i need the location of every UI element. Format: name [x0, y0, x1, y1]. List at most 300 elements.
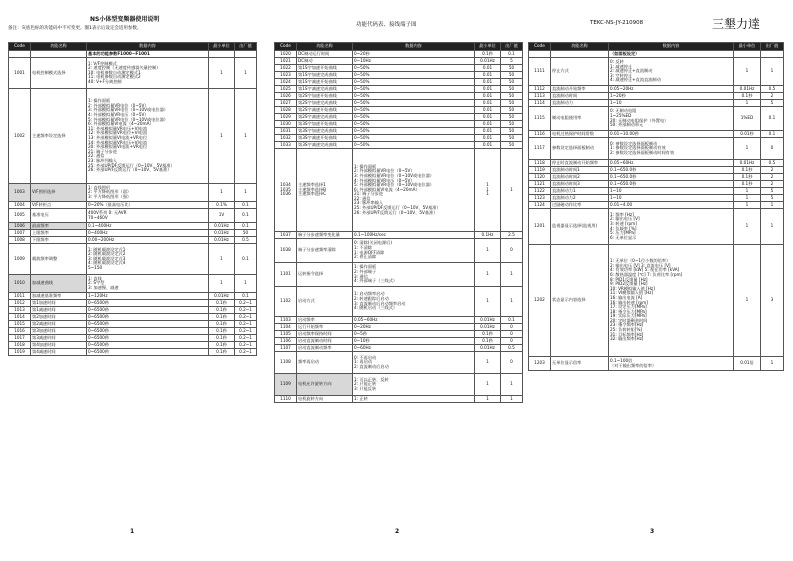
unit-cell: 1 [734, 188, 761, 195]
default-cell: 50 [501, 65, 523, 72]
data-cell: 1: V/F控制模式 2: 速度控制（无速度传感器矢量控制） 10: 电机参数自动测定模式1 11: 电机参数自动测定模式2 40: V+F分离控制 [87, 58, 209, 89]
unit-cell: 1 [475, 239, 501, 263]
unit-cell: 0.1秒 [209, 328, 235, 335]
data-cell: 0~50% [353, 135, 475, 142]
table-row [275, 128, 523, 135]
page-number: 2 [395, 528, 400, 535]
col-unit: 最小单位 [209, 43, 235, 51]
unit-cell: 1 [475, 263, 501, 287]
page-3-table [528, 42, 783, 371]
code-cell: 1001 [9, 58, 31, 89]
table-row [275, 374, 523, 396]
table-body [9, 51, 257, 356]
name-cell: 无单位显示倍率 [551, 357, 609, 371]
code-cell: 1031 [275, 128, 297, 135]
table-row [275, 396, 523, 403]
table-row [275, 86, 523, 93]
data-cell: 1: 无单位（0~1位小数的倍率） 2: 输出电压 [V] 3: 直流电压 [V] 4: 有效功率 [kW] 5: 视在功率 [kVA] 6: 散热器温度 [℃] 7: 负荷比率 [rpm] 8: PID1反馈量 [Hz] 9: PID2反馈量 [Hz] 10: VR模拟输入值 [Hz] 11: VI模拟输入值 [Hz] 16: 输出电流 [A] 16: 输出转速 [rpm] 17: 设定压力[MPa] 18: 指令压力[MPa] 19: 实际压力[MPa] 20: 定时器剩余时间 23: 指令频率[Hz] 25: 负荷转矩[%] 31: 目标频率[Hz] 32: 输出频率[Hz] [609, 245, 734, 357]
data-cell: 0.1~100Hz/sec [353, 232, 475, 239]
unit-cell: 1 [475, 287, 501, 317]
unit-cell: 0.1秒 [209, 342, 235, 349]
unit-cell: 1 [209, 244, 235, 275]
name-cell: 启动频率 [297, 317, 353, 324]
function-table-1 [8, 42, 257, 356]
code-cell: 1102 [275, 287, 297, 317]
default-cell: 0.2~1 [235, 349, 257, 356]
unit-cell: 1 [734, 209, 761, 245]
data-cell: 1: 直线 2: S字型 3: 加速慢、减速 [87, 275, 209, 293]
default-cell: 3 [761, 245, 784, 357]
default-cell: 0 [501, 331, 523, 338]
table-row [275, 149, 523, 232]
col-default: 出厂值 [501, 43, 523, 51]
name-cell: 停止方式 [551, 58, 609, 86]
code-cell: 1038 [275, 239, 297, 263]
table-row [275, 107, 523, 114]
unit-cell: 1 [734, 195, 761, 202]
name-cell: 制动电阻使用率 [551, 107, 609, 131]
code-cell: 1118 [529, 160, 551, 167]
code-cell: 1033 [275, 142, 297, 149]
name-cell: 第1S字加速完成曲线 [297, 72, 353, 79]
default-cell: 1 [235, 275, 257, 293]
default-cell: 0.2~1 [235, 335, 257, 342]
col-default: 出厂值 [235, 43, 257, 51]
default-cell: 0.1 [235, 209, 257, 223]
default-cell: 1 [235, 89, 257, 184]
code-cell: 1028 [275, 107, 297, 114]
code-cell: 1020 [275, 51, 297, 58]
default-cell: 0 [501, 338, 523, 345]
default-cell: 2 [761, 174, 784, 181]
name-cell: 参数设定选择面板制动 [551, 138, 609, 160]
data-cell: 0~400Hz [87, 230, 209, 237]
code-cell: 1103 [275, 317, 297, 324]
default-cell: 5 [761, 100, 784, 107]
code-cell: 1112 [529, 86, 551, 93]
unit-cell: 0.01Hz [209, 230, 235, 237]
code-cell: 1008 [9, 237, 31, 244]
default-cell: 50 [501, 93, 523, 100]
code-cell: 1017 [9, 335, 31, 342]
name-cell: 第3S字减速完成曲线 [297, 142, 353, 149]
data-cell: 0.05~60Hz [609, 160, 734, 167]
name-cell: 第2S字加速开始曲线 [297, 93, 353, 100]
table-row [275, 287, 523, 317]
unit-cell: 1 [734, 245, 761, 357]
data-cell: 0~50% [353, 86, 475, 93]
page-1-table [8, 42, 256, 356]
table-row [529, 357, 784, 371]
unit-cell: 0.01秒 [734, 131, 761, 138]
name-cell: 第1S字加速开始曲线 [297, 65, 353, 72]
code-cell: 1014 [9, 314, 31, 321]
default-cell: 0.1 [761, 107, 784, 131]
data-cell: 0~50% [353, 142, 475, 149]
table-row [529, 51, 784, 58]
data-cell: 0~10秒 [353, 338, 475, 345]
code-cell: 1010 [9, 275, 31, 293]
name-cell: 直流制动时间 [551, 93, 609, 100]
name-cell: V/F转折点 [31, 202, 87, 209]
data-cell: 0.1~400Hz [87, 223, 209, 230]
table-row [529, 181, 784, 188]
default-cell: 0.5 [501, 345, 523, 352]
table-row [9, 293, 257, 300]
default-cell: 1 [235, 58, 257, 89]
name-cell: 第1减速时间 [31, 307, 87, 314]
name-cell: 第1加速时间 [31, 300, 87, 307]
code-cell: 1012 [9, 300, 31, 307]
table-body [529, 51, 784, 371]
name-cell: 下限频率 [31, 237, 87, 244]
code-cell: 1120 [529, 174, 551, 181]
code-cell: 1116 [529, 131, 551, 138]
col-code: Code [529, 43, 551, 51]
unit-cell: 0.01 [475, 121, 501, 128]
data-cell: 0: 清除(关闭电源后) 1: 不清除 1: 电源OFF清除 2: 停止清除 [353, 239, 475, 263]
data-cell: 1: 操作面板 2: 外部模拟量VR电位（0~5V） 3: 外部模拟量VR电位（0~10V或电位器） 4: 外部模拟量VR电压（0~5V） 5: 外部模拟量VR电位（0~10V或电位器） 6: 外部模拟量VI电流（4~20mA） 21: 端子分步进 22: 通信 23: 脉冲串输入 25: 外部UP/DF反馈运行（0~10V、5V基准） 26: 外部UP/F反馈运行（0~10V、5V基准） [353, 149, 475, 232]
unit-cell: 0.01Hz [209, 223, 235, 230]
code-cell: 1104 [275, 324, 297, 331]
unit-cell: 0.1秒 [209, 349, 235, 356]
col-data: 数据内容 [609, 43, 734, 51]
data-cell: 0~50% [353, 107, 475, 114]
unit-cell: 0.01Hz [734, 86, 761, 93]
name-cell: 监视器显示选择(监视用) [551, 209, 609, 245]
table-row [529, 86, 784, 93]
code-cell: 1107 [275, 345, 297, 352]
table-row [9, 202, 257, 209]
unit-cell: 0.01Hz [209, 293, 235, 300]
data-cell: 0.05~20Hz [609, 86, 734, 93]
data-cell: 0~10Hz [353, 58, 475, 65]
name-cell: 频率再启动 [297, 352, 353, 374]
default-cell: 2 [761, 181, 784, 188]
name-cell: 第2S字加速完成曲线 [297, 100, 353, 107]
unit-cell: 0.1秒 [734, 93, 761, 100]
data-cell: 0: 反转 1: 减速停止 2: 减速停止+直流制动 3: 空转停止 4: 减速停止+直流直流制动 [609, 58, 734, 86]
unit-cell: 1 1 1 [475, 149, 501, 232]
code-cell: 1006 [9, 223, 31, 230]
name-cell: 加减速曲线 [31, 275, 87, 293]
unit-cell: 0.1秒 [209, 314, 235, 321]
data-cell: 0~6500秒 [87, 300, 209, 307]
unit-cell: 0.1秒 [734, 174, 761, 181]
data-cell: 1: 操作面板 2: 外部模拟量VR电位（0~5V） 3: 外部模拟量VR电位（0~10V或电位器） 4: 外部模拟量VR电压（0~5V） 5: 外部模拟量VR电位（0~10V或电位器） 6: 外部模拟量VI电流（4~20mA） 11: 外部模拟量VR电压+VI电流 12: 外部模拟量VR电位+VI电流 13: 外部模拟量VI电流+VR电位 14: 外部模拟量VR电压+VI电流 20: 外部模拟量VI电流+VR电位 21: 端子分步进 22: 通信 23: 脉冲列输入 25: 外部UP/DF反馈运行（0~10V、5V基准） 26: 外部UP/F反馈运行（0~10V、5V基准） [87, 89, 209, 184]
data-cell: 0~6500秒 [87, 328, 209, 335]
table-row [529, 195, 784, 202]
code-cell: 1024 [275, 79, 297, 86]
col-data: 数据内容 [353, 43, 475, 51]
data-cell: 1: 正转 [353, 396, 475, 403]
name-cell: 端子分步速频率变化量 [297, 232, 353, 239]
name-cell: 第3S字加速开始曲线 [297, 121, 353, 128]
default-cell: 0.2~1 [235, 307, 257, 314]
default-cell: 0 [761, 138, 784, 160]
table-row [275, 93, 523, 100]
data-cell: 0~50% [353, 79, 475, 86]
name-cell: 电机控制模式选择 [31, 58, 87, 89]
name-cell: 电机允许旋转方向 [297, 374, 353, 396]
code-cell: 1124 [529, 202, 551, 209]
name-cell: 第1S字减速完成曲线 [297, 86, 353, 93]
code-cell: 1029 [275, 114, 297, 121]
name-cell: 第2减速时间 [31, 321, 87, 328]
page-2-table [274, 42, 522, 403]
name-cell: 启动方式 [297, 287, 353, 317]
col-code: Code [275, 43, 297, 51]
code-cell: 1037 [275, 232, 297, 239]
code-cell: 1113 [529, 93, 551, 100]
table-row [9, 51, 257, 58]
code-cell: 1019 [9, 349, 31, 356]
data-cell: 0~6500秒 [87, 335, 209, 342]
code-cell: 1002 [9, 89, 31, 184]
data-cell: 1: 频率 [Hz] 2: 输出电压 [V] 3: 转速 [rpm] 4: 负载率 [%] 5: 压力[MPa] 6: 无单位显示 [609, 209, 734, 245]
data-cell: 0~20Hz [353, 324, 475, 331]
data-cell: 0~50% [353, 65, 475, 72]
code-cell: 1009 [9, 244, 31, 275]
default-cell: 5 [761, 188, 784, 195]
data-cell: 0: 无制动电阻 1~25%ED 20: 无制动电阻保护（外置电） 50: 外部制动单元 [609, 107, 734, 131]
name-cell: 第2S字减速开始曲线 [297, 107, 353, 114]
code-cell: 1030 [275, 121, 297, 128]
doc-title: NS小体型变频器使用说明 [90, 16, 160, 23]
code-cell: 1003 [9, 184, 31, 202]
unit-cell: 1V [209, 209, 235, 223]
unit-cell: 1 [209, 58, 235, 89]
code-cell: 1005 [9, 209, 31, 223]
col-name: 功能名称 [31, 43, 87, 51]
unit-cell: 0.01 [475, 100, 501, 107]
table-row [529, 93, 784, 100]
default-cell: 0.5 [761, 86, 784, 93]
data-cell: 1: 操作面板 2: 外部端子 3: 通信 4: 外部端子（三线式） [353, 263, 475, 287]
data-cell: 0~50% [353, 128, 475, 135]
default-cell: 1 [761, 357, 784, 371]
default-cell: 0.1 [501, 51, 523, 58]
data-cell: 1: 随机载波设定式1 2: 随机载波设定式2 3: 随机载波设定式3 4: 随机载波设定式4 5~150 [87, 244, 209, 275]
table-row [529, 202, 784, 209]
code-cell: 1013 [9, 307, 31, 314]
table-row [275, 58, 523, 65]
name-cell: 加减速基准频率 [31, 293, 87, 300]
name-cell: 电机过热保护时间常数 [551, 131, 609, 138]
default-cell: 0 [501, 324, 523, 331]
data-cell: 0~50% [353, 121, 475, 128]
unit-cell: 0.1% [209, 202, 235, 209]
default-cell: 1 [235, 184, 257, 202]
code-cell: 1021 [275, 58, 297, 65]
code-cell: 1004 [9, 202, 31, 209]
name-cell: 第3S字加速完成曲线 [297, 128, 353, 135]
table-row [275, 317, 523, 324]
unit-cell: 0.1秒 [734, 167, 761, 174]
name-cell: 第3S字减速开始曲线 [297, 135, 353, 142]
name-cell: 基准电压 [31, 209, 87, 223]
default-cell: 50 [501, 128, 523, 135]
unit-cell: 0.01Hz [209, 237, 235, 244]
data-cell: 0: 不再启动 1: 再启动 2: 直流制动后启动 [353, 352, 475, 374]
name-cell: 过励磁动作比率 [551, 202, 609, 209]
name-cell: 主速频率选择1 主速频率选择B 主速频率选择C [297, 149, 353, 232]
code-cell: 1022 [275, 65, 297, 72]
unit-cell: 1 [475, 352, 501, 374]
table-row [9, 89, 257, 184]
name-cell: V/F图形选择 [31, 184, 87, 202]
table-row [275, 142, 523, 149]
data-cell: 1~120Hz [87, 293, 209, 300]
table-row [275, 232, 523, 239]
code-cell: 1018 [9, 342, 31, 349]
name-cell: 直流制动时间1 [551, 167, 609, 174]
table-header [9, 43, 257, 51]
table-row [529, 167, 784, 174]
table-header [529, 43, 784, 51]
table-row [275, 65, 523, 72]
data-cell: 0.1~650.0秒 [609, 174, 734, 181]
default-cell: 50 [501, 121, 523, 128]
data-cell: 1~20秒 [609, 93, 734, 100]
data-cell: 0~20%（最高电压比） [87, 202, 209, 209]
table-row [275, 79, 523, 86]
data-cell: 0~6500秒 [87, 321, 209, 328]
unit-cell: 1 [734, 100, 761, 107]
table-row [529, 160, 784, 167]
default-cell: 1 [501, 263, 523, 287]
table-row [275, 331, 523, 338]
col-data: 数据内容 [87, 43, 209, 51]
table-row [9, 230, 257, 237]
table-row [529, 131, 784, 138]
table-row [275, 121, 523, 128]
data-cell: 0~6500秒 [87, 342, 209, 349]
unit-cell: 0.01 [475, 65, 501, 72]
page-header [0, 0, 793, 42]
unit-cell: 1 [209, 89, 235, 184]
default-cell: 2.5 [501, 232, 523, 239]
unit-cell: 0.1秒 [209, 300, 235, 307]
data-cell: 0~50% [353, 72, 475, 79]
name-cell: 第2加速时间 [31, 314, 87, 321]
data-cell: 0~20秒 [353, 51, 475, 58]
table-row [9, 300, 257, 307]
unit-cell [209, 51, 235, 58]
default-cell: 0.2~1 [235, 314, 257, 321]
col-name: 功能名称 [297, 43, 353, 51]
unit-cell: 0.1Hz [475, 232, 501, 239]
default-cell: 1 [501, 396, 523, 403]
table-row [9, 342, 257, 349]
unit-cell: 1 [734, 138, 761, 160]
data-cell: 0: 参数设定选择面板制动 1: 参数设定选择面板制动有效 2: 参数设定选择面板制动时间有效 [609, 138, 734, 160]
code-cell: 1115 [529, 107, 551, 131]
code-cell: 1105 [275, 331, 297, 338]
unit-cell: 0.01 [475, 142, 501, 149]
code-cell: 1023 [275, 72, 297, 79]
default-cell: 0.1 [235, 202, 257, 209]
data-cell: 0~5秒 [353, 331, 475, 338]
name-cell: 直流制动时间3 [551, 181, 609, 188]
code-cell [9, 51, 31, 58]
name-cell: 运行开始频率 [297, 324, 353, 331]
code-cell: 1016 [9, 328, 31, 335]
table-row [275, 352, 523, 374]
name-cell: 上限频率 [31, 230, 87, 237]
name-cell: 主速频率设定选择 [31, 89, 87, 184]
code-cell: 1122 [529, 188, 551, 195]
default-cell: 1 [501, 149, 523, 232]
name-cell: 第4加速时间 [31, 342, 87, 349]
name-cell: DC制动 [297, 58, 353, 65]
name-cell: 载波频率调整 [31, 244, 87, 275]
code-cell: 1110 [275, 396, 297, 403]
default-cell: 0.1 [235, 244, 257, 275]
default-cell: 50 [501, 100, 523, 107]
code-cell: 1111 [529, 58, 551, 86]
data-cell: 0.1~650.0秒 [609, 181, 734, 188]
data-cell: 0~6500秒 [87, 307, 209, 314]
default-cell: 5 [761, 195, 784, 202]
unit-cell: 1 [475, 396, 501, 403]
name-cell: 第2S字减速完成曲线 [297, 114, 353, 121]
table-row [275, 263, 523, 287]
table-row [275, 135, 523, 142]
data-cell: 1~10 [609, 195, 734, 202]
code-cell: 1015 [9, 321, 31, 328]
table-row [529, 58, 784, 86]
table-row [9, 209, 257, 223]
name-cell: 启动频率保持时间 [297, 331, 353, 338]
unit-cell: 0.01 [475, 79, 501, 86]
unit-cell: 0.01Hz [734, 160, 761, 167]
name-cell: 最高频率 [31, 223, 87, 230]
code-cell: 1027 [275, 100, 297, 107]
table-row [529, 209, 784, 245]
data-cell: 0.01~4.00 [609, 202, 734, 209]
default-cell: 0.1 [235, 293, 257, 300]
doc-code: TEKC-NS-JY-210908 [590, 20, 644, 26]
name-cell: 第4减速时间 [31, 349, 87, 356]
unit-cell: 0.1秒 [209, 307, 235, 314]
code-cell [529, 51, 551, 58]
table-row [275, 114, 523, 121]
table-row [9, 307, 257, 314]
default-cell: 50 [501, 142, 523, 149]
table-row [529, 100, 784, 107]
default-cell: 0.1 [235, 223, 257, 230]
function-table-3 [528, 42, 784, 371]
unit-cell: 1 [209, 275, 235, 293]
data-cell: 基本的功能参数F1000~F1001 [87, 51, 209, 58]
page-number: 3 [650, 528, 655, 535]
code-cell: 1109 [275, 374, 297, 396]
code-cell: 1202 [529, 245, 551, 357]
unit-cell: 0.1秒 [475, 331, 501, 338]
unit-cell: 1 [734, 58, 761, 86]
default-cell: 2 [761, 93, 784, 100]
data-cell: 0~50% [353, 114, 475, 121]
table-row [9, 335, 257, 342]
name-cell: 直流制动开始频率 [551, 86, 609, 93]
name-cell: 第3加速时间 [31, 328, 87, 335]
unit-cell: 1 [209, 184, 235, 202]
table-row [275, 51, 523, 58]
col-unit: 最小单位 [475, 43, 501, 51]
data-cell: 0~6500秒 [87, 349, 209, 356]
table-row [9, 349, 257, 356]
